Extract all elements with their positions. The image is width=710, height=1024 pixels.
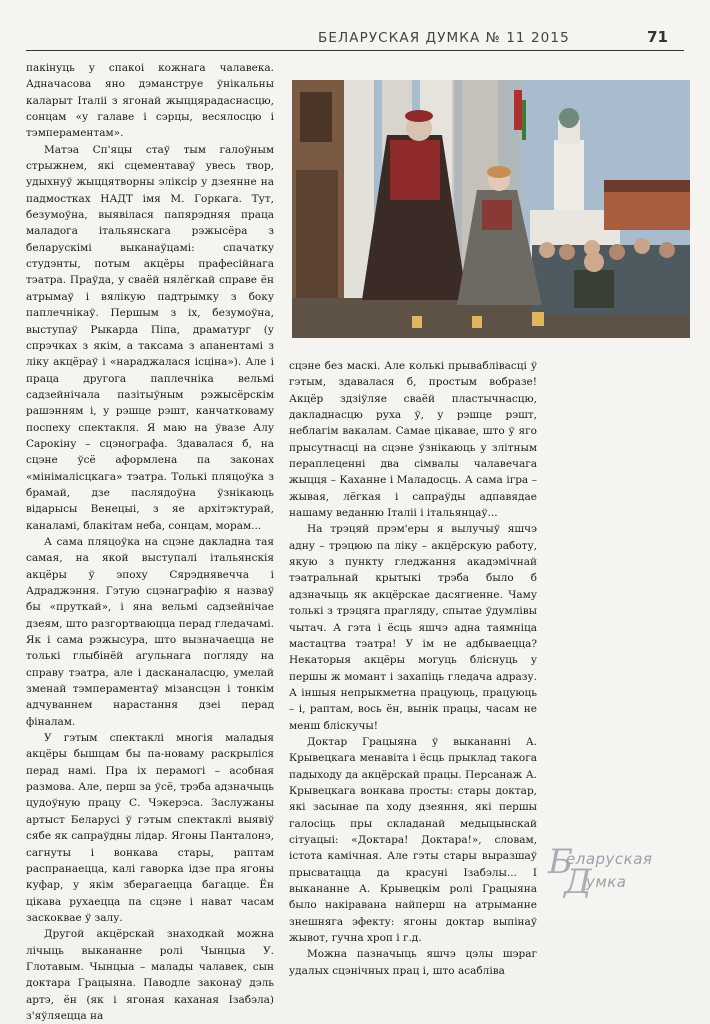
stage-performance-photo (292, 80, 690, 338)
paragraph: Матэа Сп'яцы стаў тым галоўным стрыжнем, які сцементаваў увесь твор, удыхнуў жыццятворны эліксір у дзеянне на падмостках НАДТ імя М. Горкага. Тут, безумоўна, выявілася папярэдняя праца маладога італьянскага рэжысёра з беларускімі выканаўцамі: спачатку студэнты, потым акцёры прафесійнага тэатра. Праўда, у сваёй нялёгкай справе ён атрымаў і вялікую падтрымку з боку паплечнікаў. Першым з іх, безумоўна, выступаў Рыкарда Піпа, драматург (у спрэчках з якім, а таксама з апанентамі з ліку акцёраў і «нараджалася ісціна»). Але і праца другога паплечніка вельмі садзейнічала пазітыўным рэжысёрскім рашэнням і, у рэшце рэшт, канчатковаму поспеху спектакля. Я маю на ўвазе Алу Сарокіну – сцэнографа. Здавалася б, на сцэне ўсё аформлена па законах «мінімалісцкага» тэатра. Толькі пляцоўка з брамай, дзе паслядоўна ўзнікаюць відарысы Венецыі, з яе архітэктурай, каналамі, блакітам неба, сонцам, морам... (26, 143, 274, 532)
paragraph: На трэцяй прэм'еры я вылучыў яшчэ адну – трэцюю па ліку – акцёрскую работу, якую з пункту гледжання акадэмічнай тэатральнай крытыкі трэба было б адзначыць як акцёрскае дасягненне. Чаму толькі з трэцяга прагляду, спытае ўдумлівы чытач. А гэта і ёсць яшчэ адна таямніца мастацтва тэатра! У ім не адбываецца? Некаторыя акцёры могуць бліснуць у першы ж момант і захапіць гледача адразу. А іншыя непрыкметна працуюць, працуюць – і, раптам, вось ён, вынік працы, часам не менш бліскучы! (289, 523, 537, 732)
logo-line-1: еларуская (566, 850, 653, 868)
left-text-column (26, 60, 274, 1022)
paragraph: А сама пляцоўка на сцэне дакладна тая самая, на якой выступалі італьянскія акцёры ў эпоху Сярэднявечча і Адраджэння. Гэтую сцэнаграфію я назваў бы «пруткай», і яна вельмі садзейнічае дзеям, што разгортваюцца перад гледачамі. Як і сама рэжысура, што вызначаецца не толькі глыбінёй агульнага погляду на справу тэатра, але і дасканаласцю, умелай зменай тэмпераментаў мізансцэн і тонкім адчуваннем нарастання дзеі перад фіналам. (26, 535, 274, 728)
paragraph: пакінуць у спакоі кожнага чалавека. Адначасова яно дэманструе ўнікальны каларыт Італіі з ягонай жыццярадаснасцю, сонцам «у галаве і сэрцы, весялосцю і тэмпераментам». (26, 62, 274, 140)
logo-letter-d: Д (564, 862, 592, 902)
running-header-title: БЕЛАРУСКАЯ ДУМКА № 11 2015 (318, 30, 570, 46)
paragraph: Доктар Грацыяна ў выкананні А. Крывецкага менавіта і ёсць прыклад такога падыходу да акцёрскай працы. Персанаж А. Крывецкага вонкава просты: стары доктар, які засынае па ходу дзеяння, які першы галосіць пры складанай медыцынскай сітуацыі: «Доктара! Доктара!», словам, істота камічная. Але гэты стары выразшаў прысватацца да красуні Ізабэлы... І выкананне А. Крывецкім ролі Грацыяна было накіравана найперш на атрыманне знешняга эфекту: ягоны доктар выпінаў жывот, гучна хроп і г.д. (289, 735, 537, 945)
logo-letter-b: Б (548, 842, 573, 882)
right-text-column (289, 358, 537, 977)
paragraph: Другой акцёрскай знаходкай можна лічыць выкананне ролі Чынцыа У. Глотавым. Чынцыа – малады чалавек, сын доктара Грацыяна. Паводле законаў дэль артэ, ён (як і ягоная каханая Ізабэла) з'яўляецца на (26, 928, 274, 1022)
paragraph: сцэне без маскі. Але колькі прываблівасці ў гэтым, здавалася б, простым вобразе! Акцёр здзіўляе сваёй пластычнасцю, дакладнасцю руха ў, у рэшце рэшт, неблагім вакалам. Самае цікавае, што ў яго прысутнасці на сцэне ўзнікаюць у злітным пераплеценні два сімвалы чалавечага жыцця – Каханне і Маладосць. А сама ігра – жывая, лёгкая і сапраўды адпавядае нашаму веданню Італіі і італьянцаў... (289, 360, 537, 520)
logo-line-2: умка (586, 873, 627, 891)
paragraph: Можна пазначыць яшчэ цэлы шэраг удалых сцэнічных прац і, што асабліва (289, 948, 537, 977)
photo-illustration (292, 80, 690, 338)
page-number: 71 (647, 28, 668, 46)
header-rule (26, 50, 684, 51)
magazine-logo (548, 842, 698, 902)
paragraph: У гэтым спектаклі многія маладыя акцёры бышцам бы па-новаму раскрыліся перад намі. Пра іх перамогі – асобная размова. Але, перш за ўсё, трэба адзначыць цудоўную працу С. Чэкерэса. Заслужаны артыст Беларусі ў гэтым спектаклі выявіў сябе як сапраўдны лідар. Ягоны Панталонэ, сагнуты і вонкава стары, раптам распранаецца, калі гаворка ідзе пра ягоны куфар, у якім зберагаецца багацце. Ён цікава рухаецца па сцэне і нават часам заскоквае ў залу. (26, 732, 274, 924)
